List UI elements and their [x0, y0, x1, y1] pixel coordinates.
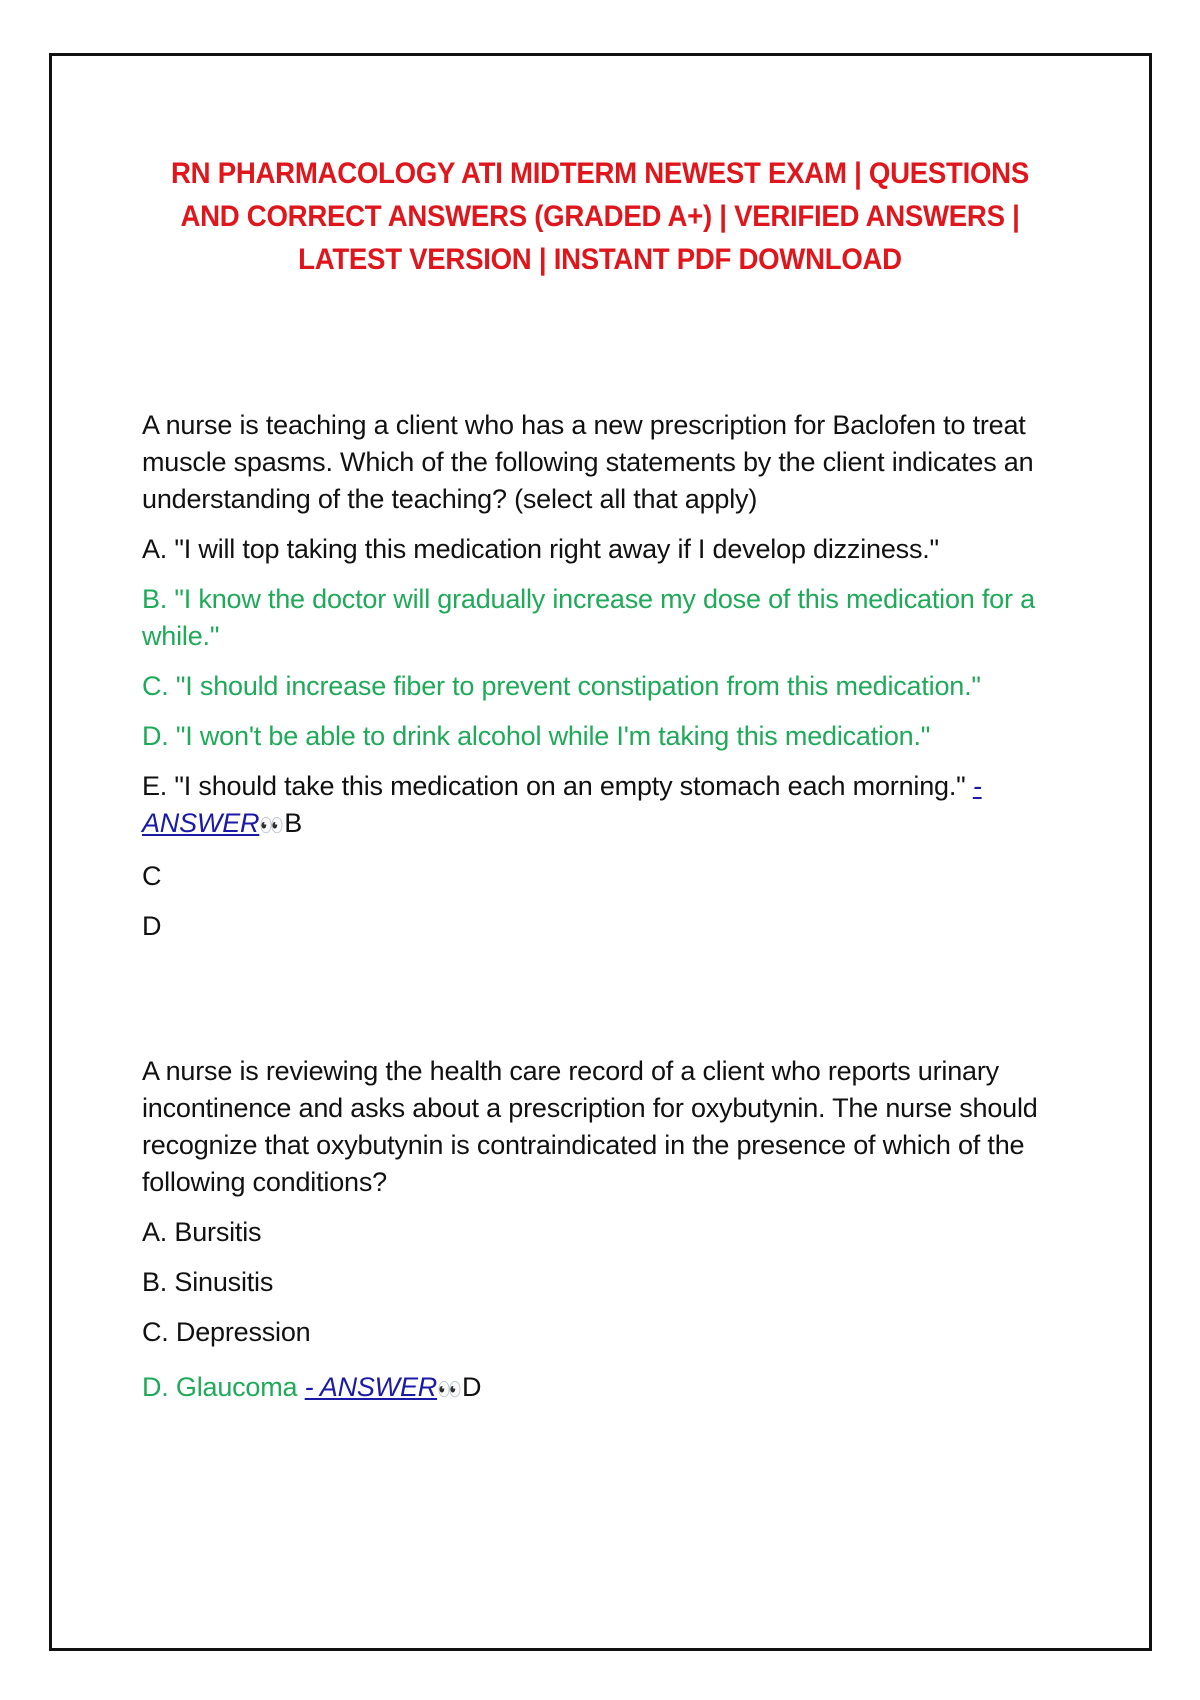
question-1 [142, 407, 1082, 945]
question-1-option-d: D. "I won't be able to drink alcohol while I'm taking this medication." [142, 721, 931, 751]
question-1-answer-1: B [284, 808, 303, 838]
question-1-answer-2: C [142, 861, 162, 891]
double-eye-icon: 👀 [437, 1379, 458, 1401]
answer-link[interactable]: - ANSWER👀 [305, 1372, 462, 1402]
document-title: RN PHARMACOLOGY ATI MIDTERM NEWEST EXAM | QUESTIONS AND CORRECT ANSWERS (GRADED A+) | VERIFIED ANSWERS | LATEST VERSION | INSTANT PDF DOWNLOAD [171, 157, 1029, 276]
question-1-option-c: C. "I should increase fiber to prevent constipation from this medication." [142, 671, 981, 701]
question-2-option-c: C. Depression [142, 1317, 311, 1347]
question-2-option-a: A. Bursitis [142, 1217, 262, 1247]
question-1-answer-3: D [142, 911, 162, 941]
question-2-option-b: B. Sinusitis [142, 1267, 274, 1297]
question-2-option-d: D. Glaucoma [142, 1372, 298, 1402]
question-2-answer-1: D [461, 1372, 482, 1402]
question-2-option-d-line [142, 1369, 1082, 1409]
question-1-option-e: E. "I should take this medication on an empty stomach each morning." [142, 771, 966, 801]
question-1-option-b: B. "I know the doctor will gradually increase my dose of this medication for a while." [142, 584, 1035, 651]
double-eye-icon: 👀 [259, 815, 281, 837]
question-1-option-a: A. "I will top taking this medication right away if I develop dizziness." [142, 534, 939, 564]
question-2 [142, 1053, 1082, 1409]
question-1-stem: A nurse is teaching a client who has a new prescription for Baclofen to treat muscle spasms. Which of the following statements by the client indicates an understanding of the teaching? (select all that apply) [142, 410, 1034, 514]
question-2-stem: A nurse is reviewing the health care record of a client who reports urinary incontinence and asks about a prescription for oxybutynin. The nurse should recognize that oxybutynin is contraindicated in the presence of which of the following conditions? [142, 1056, 1038, 1197]
answer-link[interactable]: - ANSWER👀 [142, 771, 982, 838]
question-1-option-e-line [142, 768, 1082, 845]
